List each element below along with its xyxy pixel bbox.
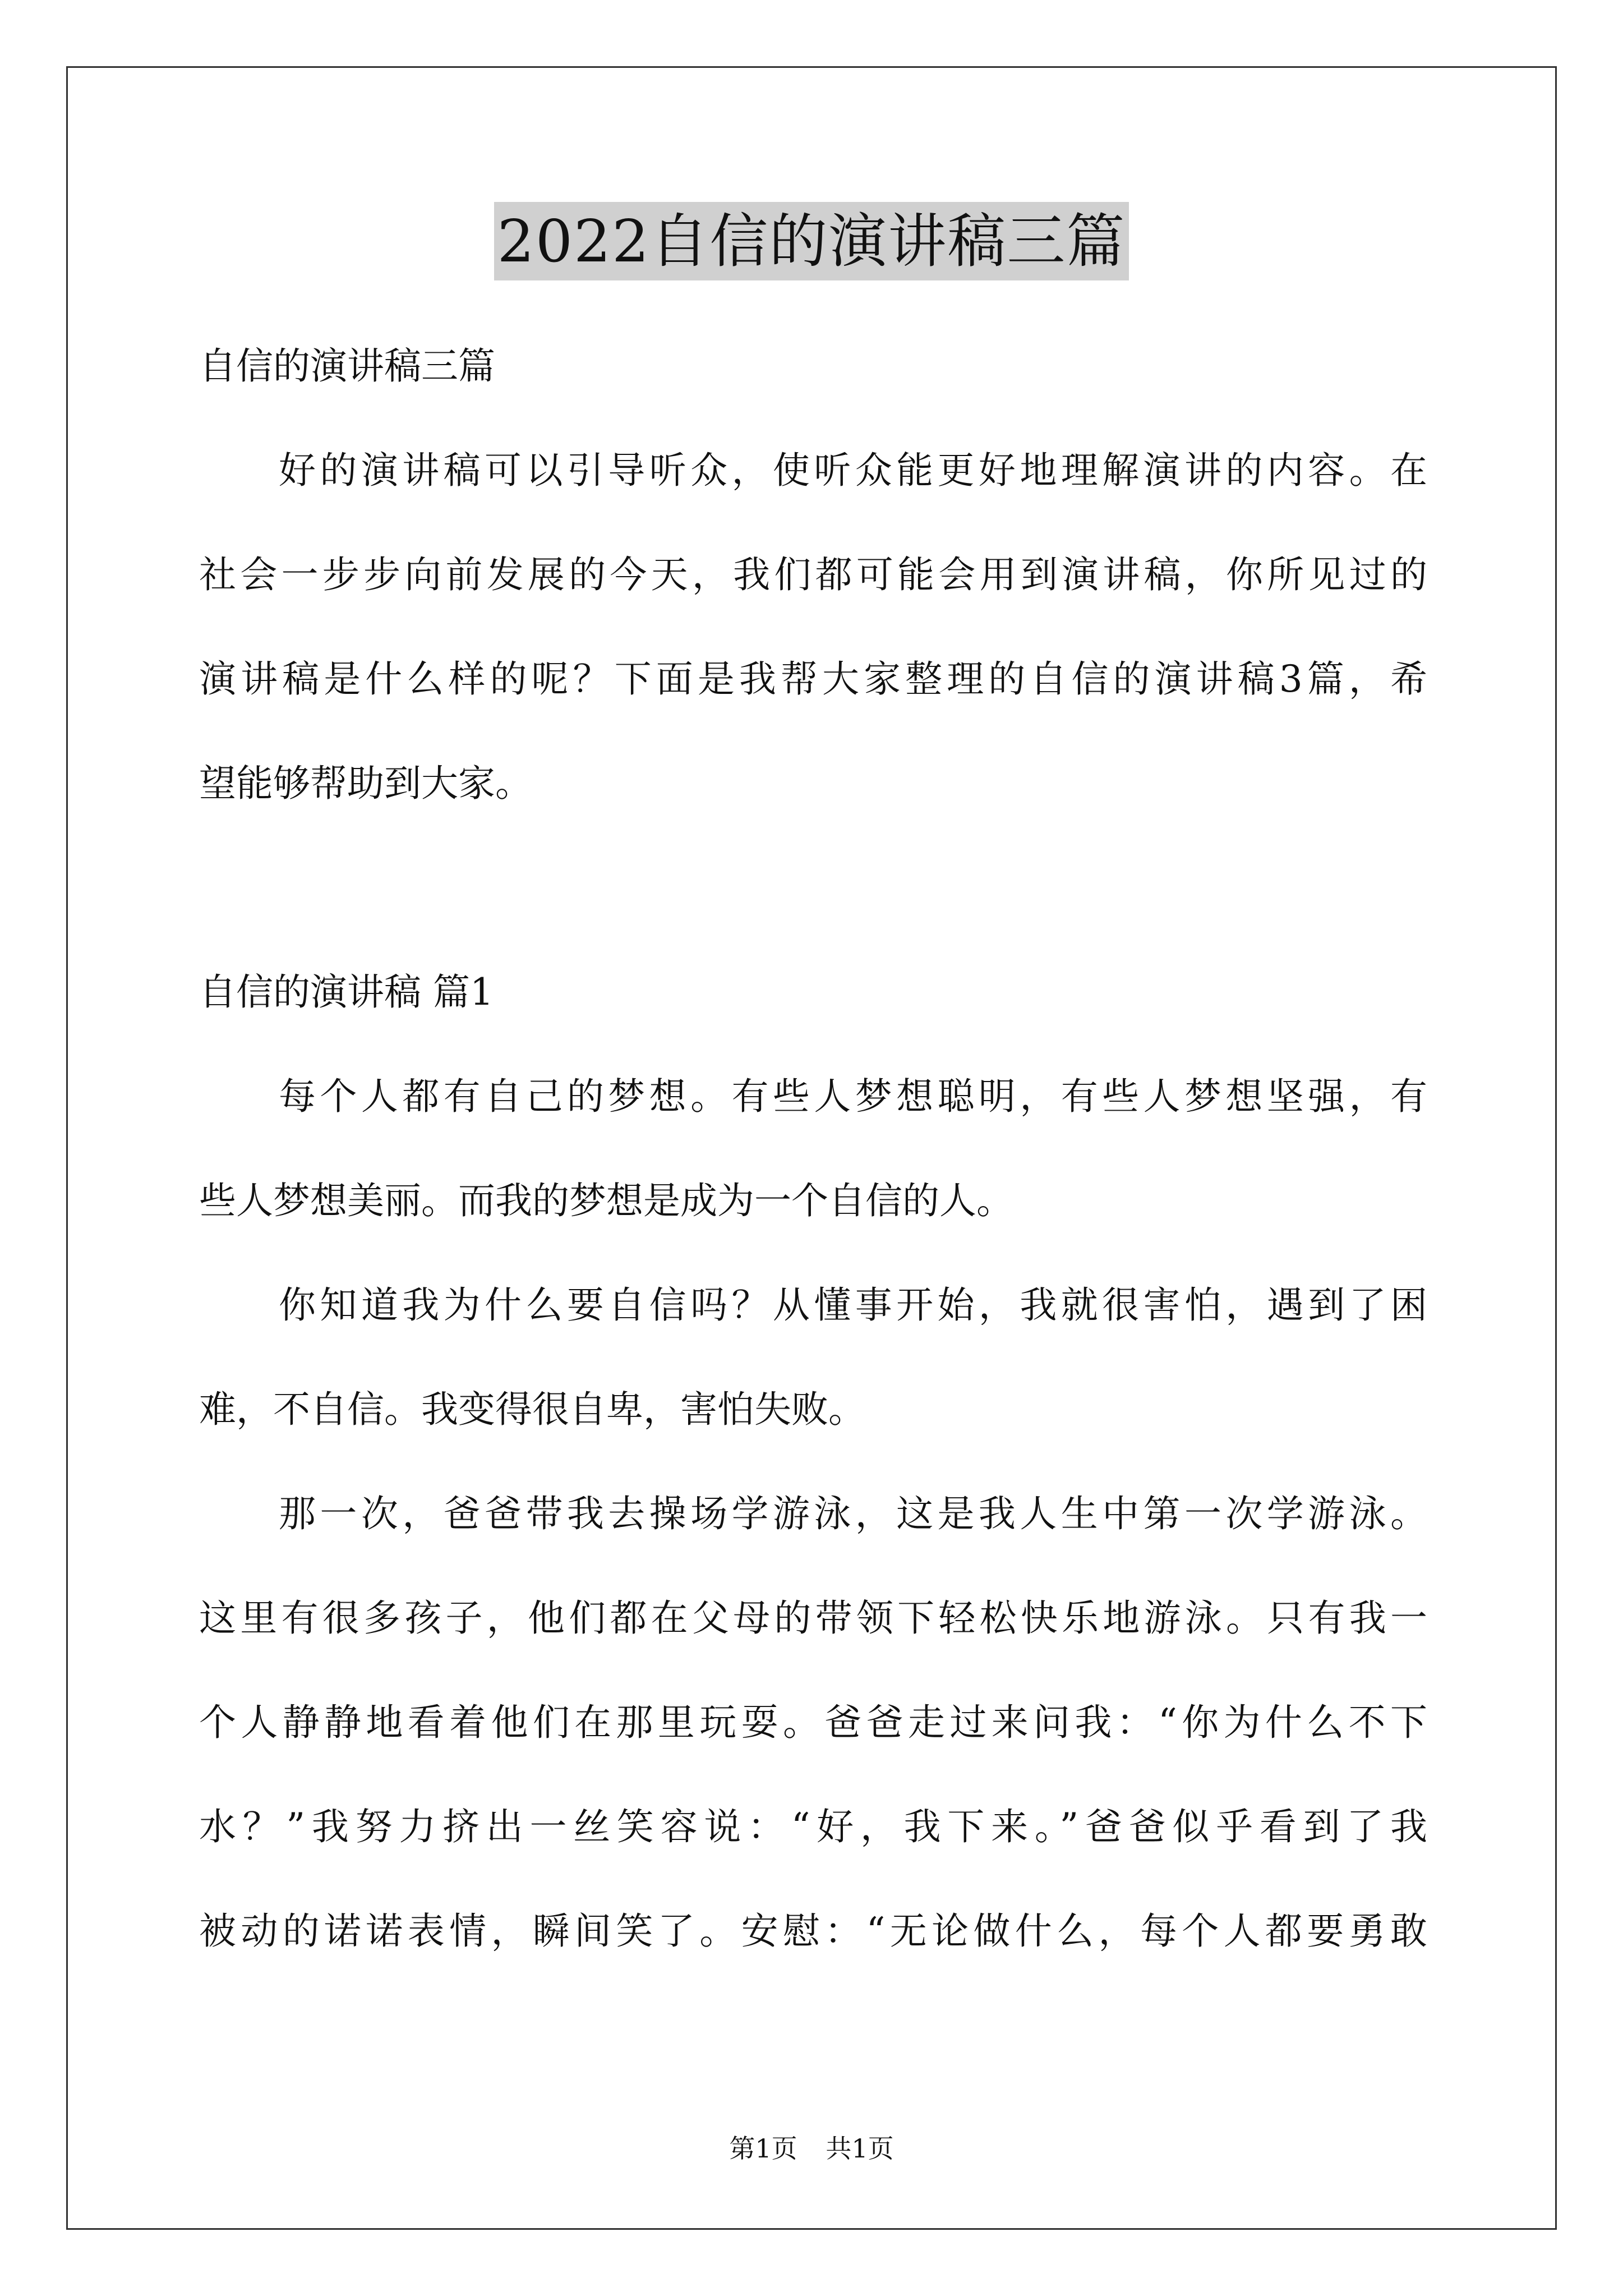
intro-line: 社会一步步向前发展的今天，我们都可能会用到演讲稿，你所见过的 <box>199 553 1427 596</box>
document-body <box>199 314 1427 1984</box>
document-title: 2022自信的演讲稿三篇 <box>494 202 1129 280</box>
intro-line: 好的演讲稿可以引导听众，使听众能更好地理解演讲的内容。在 <box>279 449 1427 492</box>
paragraph-line: 这里有很多孩子，他们都在父母的带领下轻松快乐地游泳。只有我一 <box>199 1596 1427 1640</box>
page-number: 第1页 <box>729 2133 797 2164</box>
paragraph-line: 难，不自信。我变得很自卑，害怕失败。 <box>199 1388 865 1431</box>
intro-line: 望能够帮助到大家。 <box>199 762 532 805</box>
paragraph-line: 那一次，爸爸带我去操场学游泳，这是我人生中第一次学游泳。 <box>279 1492 1427 1535</box>
paragraph-line: 个人静静地看着他们在那里玩耍。爸爸走过来问我：“你为什么不下 <box>199 1701 1427 1744</box>
section-heading: 自信的演讲稿 篇1 <box>199 970 494 1014</box>
paragraph-line: 被动的诺诺表情，瞬间笑了。安慰：“无论做什么，每个人都要勇敢 <box>199 1910 1427 1953</box>
subtitle: 自信的演讲稿三篇 <box>199 344 495 388</box>
blank-line <box>199 836 1427 940</box>
intro-line: 演讲稿是什么样的呢？下面是我帮大家整理的自信的演讲稿3篇，希 <box>199 657 1427 701</box>
paragraph-line: 你知道我为什么要自信吗？从懂事开始，我就很害怕，遇到了困 <box>279 1283 1427 1327</box>
paragraph-line: 些人梦想美丽。而我的梦想是成为一个自信的人。 <box>199 1179 1013 1222</box>
paragraph-line: 每个人都有自己的梦想。有些人梦想聪明，有些人梦想坚强，有 <box>279 1075 1427 1118</box>
page-footer <box>0 2132 1623 2165</box>
page-total: 共1页 <box>826 2133 894 2164</box>
paragraph-line: 水？”我努力挤出一丝笑容说：“好，我下来。”爸爸似乎看到了我 <box>199 1805 1427 1848</box>
title-container <box>0 202 1623 280</box>
